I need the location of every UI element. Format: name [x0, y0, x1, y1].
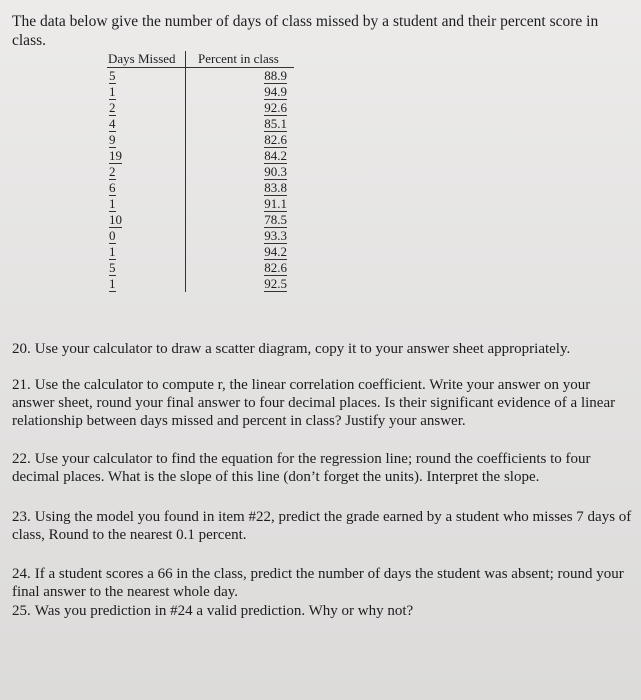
header-days-missed: Days Missed: [107, 51, 186, 67]
table-row: [107, 132, 294, 148]
percent-cell: 93.3: [264, 227, 287, 243]
question-number: 23.: [12, 509, 31, 525]
question-21: [12, 376, 632, 430]
percent-cell: 94.2: [264, 243, 287, 259]
days-missed-cell: 5: [109, 67, 116, 83]
question-23: [12, 508, 632, 544]
question-number: 25.: [12, 603, 31, 619]
days-missed-cell: 6: [109, 179, 116, 195]
days-missed-cell: 10: [109, 211, 122, 227]
percent-cell: 94.9: [264, 83, 287, 99]
table-row: [107, 228, 294, 244]
table-row: [107, 148, 294, 164]
table-row: [107, 180, 294, 196]
percent-cell: 82.6: [264, 131, 287, 147]
days-missed-cell: 9: [109, 131, 116, 147]
question-text: Use your calculator to draw a scatter diagram, copy it to your answer sheet appropriately.: [34, 341, 571, 357]
days-missed-cell: 5: [109, 259, 116, 275]
table-row: [107, 100, 294, 116]
question-number: 22.: [12, 451, 31, 467]
table-header-row: [107, 51, 294, 67]
days-missed-cell: 2: [109, 163, 116, 179]
header-percent-in-class: Percent in class: [186, 51, 295, 67]
days-missed-cell: 0: [109, 227, 116, 243]
percent-cell: 88.9: [264, 67, 287, 83]
question-number: 21.: [12, 377, 31, 393]
question-22: [12, 450, 632, 486]
days-missed-cell: 1: [109, 195, 116, 211]
question-number: 20.: [12, 341, 31, 357]
percent-cell: 78.5: [264, 211, 287, 227]
table-row: [107, 260, 294, 276]
question-text: Use your calculator to find the equation for the regression line; round the coefficients to four decimal places. What is the slope of this line (don’t forget the units). Interpret the slope.: [12, 451, 591, 485]
question-text: Was you prediction in #24 a valid prediction. Why or why not?: [34, 603, 414, 619]
percent-cell: 91.1: [264, 195, 287, 211]
table-row: [107, 196, 294, 212]
table-row: [107, 67, 294, 84]
table-row: [107, 212, 294, 228]
table-row: [107, 84, 294, 100]
days-missed-cell: 19: [109, 147, 122, 163]
percent-cell: 90.3: [264, 163, 287, 179]
question-text: Use the calculator to compute r, the linear correlation coefficient. Write your answer on your answer sheet, round your final answer to four decimal places. Is their significant evidence of a linear relationship between days missed and percent in class? Justify your answer.: [12, 377, 616, 429]
question-text: Using the model you found in item #22, predict the grade earned by a student who misses 7 days of class, Round to the nearest 0.1 percent.: [12, 509, 632, 543]
table-row: [107, 116, 294, 132]
percent-cell: 92.5: [264, 275, 287, 291]
table-row: [107, 244, 294, 260]
intro-text: The data below give the number of days of class missed by a student and their percent score in class.: [12, 13, 599, 49]
question-20: [12, 340, 632, 358]
days-missed-cell: 1: [109, 243, 116, 259]
days-missed-cell: 1: [109, 83, 116, 99]
question-24: [12, 565, 632, 601]
percent-cell: 82.6: [264, 259, 287, 275]
table-row: [107, 164, 294, 180]
percent-cell: 85.1: [264, 115, 287, 131]
question-25: [12, 602, 632, 620]
days-missed-cell: 2: [109, 99, 116, 115]
days-missed-cell: 1: [109, 275, 116, 291]
percent-cell: 92.6: [264, 99, 287, 115]
question-text: If a student scores a 66 in the class, predict the number of days the student was absent; round your final answer to the nearest whole day.: [12, 566, 624, 600]
days-missed-cell: 4: [109, 115, 116, 131]
percent-cell: 83.8: [264, 179, 287, 195]
question-number: 24.: [12, 566, 31, 582]
table-row: [107, 276, 294, 292]
percent-cell: 84.2: [264, 147, 287, 163]
data-table: [107, 51, 294, 292]
